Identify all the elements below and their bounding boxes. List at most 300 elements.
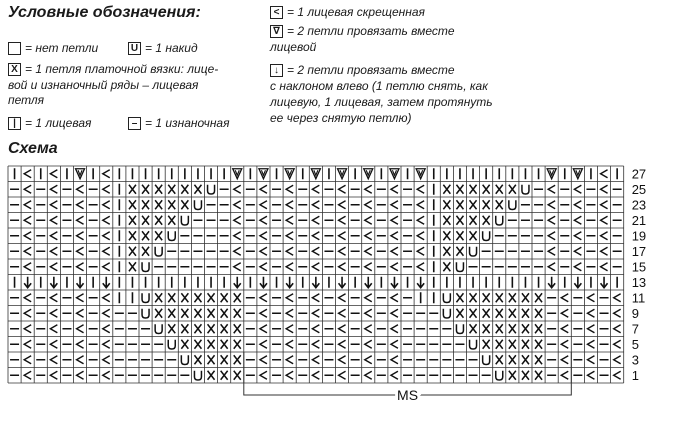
legend-title: Условные обозначения: xyxy=(8,4,201,21)
garter-stitch xyxy=(443,216,450,225)
k2tog-stitch xyxy=(311,169,320,179)
garter-stitch xyxy=(535,293,542,302)
row-number: 9 xyxy=(631,305,639,321)
yarnover-stitch xyxy=(181,216,188,225)
twisted-knit-stitch xyxy=(24,294,31,302)
twisted-knit-stitch xyxy=(574,232,581,240)
twisted-knit-stitch xyxy=(260,309,267,317)
twisted-knit-stitch xyxy=(312,232,319,240)
twisted-knit-stitch xyxy=(260,216,267,224)
twisted-knit-stitch xyxy=(601,201,608,209)
garter-stitch xyxy=(522,293,529,302)
k2tog-stitch xyxy=(390,169,399,179)
twisted-knit-stitch xyxy=(234,216,241,224)
garter-stitch xyxy=(221,371,228,380)
garter-stitch xyxy=(129,231,136,240)
twisted-knit-stitch xyxy=(417,216,424,224)
yarnover-stitch xyxy=(522,185,529,194)
garter-stitch xyxy=(483,324,490,333)
garter-stitch xyxy=(509,185,516,194)
garter-stitch xyxy=(168,216,175,225)
twisted-knit-stitch xyxy=(614,340,621,348)
twisted-knit-stitch xyxy=(77,340,84,348)
garter-stitch xyxy=(456,247,463,256)
twisted-knit-stitch xyxy=(574,247,581,255)
twisted-knit-stitch xyxy=(312,201,319,209)
twisted-knit-stitch xyxy=(339,216,346,224)
twisted-knit-stitch xyxy=(601,247,608,255)
twisted-knit-stitch xyxy=(103,170,110,178)
garter-stitch xyxy=(456,293,463,302)
garter-stitch xyxy=(470,293,477,302)
garter-stitch xyxy=(443,200,450,209)
twisted-knit-stitch xyxy=(260,263,267,271)
garter-stitch xyxy=(181,340,188,349)
yarnover-stitch xyxy=(470,340,477,349)
twisted-knit-stitch xyxy=(339,340,346,348)
legend-purl-text: = 1 изнаночная xyxy=(145,116,230,130)
twisted-knit-stitch xyxy=(24,247,31,255)
yarnover-stitch xyxy=(483,231,490,240)
yarnover-stitch xyxy=(509,200,516,209)
twisted-knit-stitch xyxy=(260,325,267,333)
twisted-knit-stitch xyxy=(614,356,621,364)
row-number: 21 xyxy=(631,212,647,228)
garter-stitch xyxy=(470,324,477,333)
twisted-knit-stitch xyxy=(103,232,110,240)
twisted-knit-stitch xyxy=(77,356,84,364)
twisted-knit-stitch xyxy=(24,170,31,178)
legend-garter-line3: петля xyxy=(8,93,45,107)
twisted-knit-stitch xyxy=(312,356,319,364)
twisted-knit-stitch xyxy=(339,247,346,255)
twisted-knit-stitch xyxy=(614,294,621,302)
twisted-knit-stitch xyxy=(50,263,57,271)
twisted-knit-stitch xyxy=(574,201,581,209)
garter-stitch xyxy=(456,185,463,194)
yarnover-stitch xyxy=(142,293,149,302)
garter-stitch xyxy=(221,309,228,318)
garter-stitch xyxy=(221,324,228,333)
garter-stitch xyxy=(522,371,529,380)
twisted-knit-stitch xyxy=(312,309,319,317)
garter-stitch xyxy=(496,293,503,302)
garter-stitch xyxy=(509,371,516,380)
twisted-knit-stitch xyxy=(312,216,319,224)
yarnover-stitch xyxy=(168,340,175,349)
row-number: 3 xyxy=(631,352,639,368)
twisted-knit-stitch xyxy=(286,247,293,255)
garter-stitch xyxy=(234,371,241,380)
garter-stitch xyxy=(129,200,136,209)
garter-stitch xyxy=(470,231,477,240)
purl-symbol: – xyxy=(128,117,141,130)
garter-stitch xyxy=(535,355,542,364)
repeat-label: MS xyxy=(397,387,419,403)
k2tog-stitch xyxy=(233,169,242,179)
twisted-knit-stitch xyxy=(339,356,346,364)
garter-stitch xyxy=(142,200,149,209)
row-number: 5 xyxy=(631,336,639,352)
twisted-knit-stitch xyxy=(548,201,555,209)
twisted-knit-stitch xyxy=(365,309,372,317)
yarnover-stitch xyxy=(443,293,450,302)
twisted-knit-stitch xyxy=(260,294,267,302)
garter-stitch xyxy=(194,293,201,302)
garter-stitch xyxy=(456,231,463,240)
garter-stitch xyxy=(221,355,228,364)
twisted-knit-stitch xyxy=(339,325,346,333)
k2tog-stitch xyxy=(76,169,85,179)
garter-stitch xyxy=(234,324,241,333)
twisted-knit-stitch xyxy=(548,247,555,255)
twisted-knit-stitch xyxy=(312,185,319,193)
row-number: 19 xyxy=(631,228,647,244)
twisted-knit-stitch xyxy=(286,201,293,209)
garter-stitch xyxy=(155,216,162,225)
twisted-knit-stitch xyxy=(548,232,555,240)
twisted-knit-stitch xyxy=(24,216,31,224)
twisted-knit-stitch xyxy=(417,247,424,255)
yarnover-stitch xyxy=(496,371,503,380)
twisted-knit-stitch xyxy=(234,185,241,193)
twisted-knit-stitch xyxy=(365,201,372,209)
garter-stitch xyxy=(443,262,450,271)
garter-stitch xyxy=(168,200,175,209)
twisted-knit-stitch xyxy=(561,340,568,348)
twisted-knit-stitch xyxy=(548,216,555,224)
twisted-knit-stitch xyxy=(391,263,398,271)
garter-stitch xyxy=(221,293,228,302)
garter-stitch xyxy=(535,340,542,349)
twisted-knit-stitch xyxy=(601,170,608,178)
twisted-knit-stitch xyxy=(587,294,594,302)
twisted-knit-stitch xyxy=(391,356,398,364)
legend-k2tog-line2: лицевой xyxy=(270,40,317,54)
row-number: 13 xyxy=(631,274,647,290)
yarnover-stitch xyxy=(168,231,175,240)
twisted-knit-stitch xyxy=(561,309,568,317)
twisted-knit-stitch xyxy=(24,185,31,193)
twisted-knit-stitch xyxy=(286,294,293,302)
garter-stitch xyxy=(129,247,136,256)
yarnover-stitch xyxy=(194,200,201,209)
twisted-knit-stitch xyxy=(417,201,424,209)
garter-stitch xyxy=(496,324,503,333)
twisted-knit-stitch xyxy=(601,232,608,240)
garter-stitch xyxy=(522,309,529,318)
garter-stitch xyxy=(443,247,450,256)
twisted-knit-stitch xyxy=(24,232,31,240)
yarnover-stitch xyxy=(496,216,503,225)
garter-stitch xyxy=(443,185,450,194)
row-number: 1 xyxy=(631,367,639,383)
twisted-knit-stitch xyxy=(312,340,319,348)
garter-stitch xyxy=(208,309,215,318)
twisted-knit-stitch xyxy=(286,356,293,364)
garter-stitch xyxy=(155,309,162,318)
garter-stitch xyxy=(522,355,529,364)
garter-stitch xyxy=(483,185,490,194)
twisted-knit-stitch xyxy=(50,371,57,379)
garter-stitch xyxy=(522,340,529,349)
twisted-knit-stitch xyxy=(50,340,57,348)
twisted-knit-stitch xyxy=(24,309,31,317)
twisted-knit-stitch xyxy=(260,247,267,255)
twisted-knit-stitch xyxy=(391,185,398,193)
k2tog-stitch xyxy=(338,169,347,179)
twisted-knit-stitch xyxy=(24,356,31,364)
twisted-knit-stitch xyxy=(574,263,581,271)
twisted-knit-stitch xyxy=(548,263,555,271)
twisted-knit-stitch xyxy=(391,232,398,240)
garter-stitch xyxy=(535,371,542,380)
twisted-knit-stitch xyxy=(50,216,57,224)
garter-stitch xyxy=(234,340,241,349)
twisted-knit-stitch xyxy=(103,185,110,193)
twisted-knit-stitch xyxy=(587,309,594,317)
twisted-knit-stitch xyxy=(587,325,594,333)
garter-stitch xyxy=(168,293,175,302)
twisted-knit-stitch xyxy=(286,232,293,240)
twisted-knit-stitch xyxy=(365,371,372,379)
twisted-knit-stitch xyxy=(391,340,398,348)
garter-stitch xyxy=(155,293,162,302)
garter-stitch xyxy=(483,200,490,209)
row-number: 11 xyxy=(631,290,646,306)
garter-stitch xyxy=(194,185,201,194)
garter-stitch xyxy=(483,293,490,302)
garter-stitch xyxy=(168,185,175,194)
garter-stitch xyxy=(483,340,490,349)
garter-stitch xyxy=(142,231,149,240)
twisted-knit-stitch xyxy=(561,294,568,302)
twisted-knit-stitch xyxy=(365,356,372,364)
garter-symbol: X xyxy=(8,63,21,76)
yarnover-stitch xyxy=(470,247,477,256)
twisted-knit-stitch xyxy=(339,309,346,317)
twisted-knit-stitch xyxy=(391,309,398,317)
twisted-knit-stitch xyxy=(339,201,346,209)
twisted-knit-stitch xyxy=(339,232,346,240)
garter-stitch xyxy=(483,309,490,318)
garter-stitch xyxy=(168,324,175,333)
twisted-knit-stitch xyxy=(260,232,267,240)
twisted-knit-stitch xyxy=(365,185,372,193)
twisted-knit-stitch xyxy=(391,247,398,255)
twisted-knit-stitch xyxy=(312,294,319,302)
twisted-knit-stitch xyxy=(339,263,346,271)
garter-stitch xyxy=(181,324,188,333)
knit-symbol: | xyxy=(8,117,21,130)
twisted-knit-stitch xyxy=(50,356,57,364)
twisted-knit-stitch xyxy=(286,340,293,348)
twisted-knit-stitch xyxy=(286,216,293,224)
garter-stitch xyxy=(208,324,215,333)
twisted-knit-stitch xyxy=(561,371,568,379)
yarnover-stitch xyxy=(483,355,490,364)
garter-stitch xyxy=(194,340,201,349)
garter-stitch xyxy=(142,247,149,256)
garter-stitch xyxy=(509,340,516,349)
twisted-knit-stitch xyxy=(286,185,293,193)
row-number: 17 xyxy=(631,243,647,259)
garter-stitch xyxy=(181,185,188,194)
twisted-knit-stitch xyxy=(24,201,31,209)
twisted-knit-stitch xyxy=(312,371,319,379)
twisted-knit-stitch xyxy=(561,356,568,364)
twisted-knit-stitch xyxy=(574,216,581,224)
twisted-knit-stitch xyxy=(260,201,267,209)
twisted-knit-stitch xyxy=(365,325,372,333)
garter-stitch xyxy=(181,200,188,209)
garter-stitch xyxy=(129,262,136,271)
garter-stitch xyxy=(208,293,215,302)
garter-stitch xyxy=(208,340,215,349)
twisted-knit-stitch xyxy=(614,309,621,317)
garter-stitch xyxy=(194,355,201,364)
k2tog-symbol: ∇ xyxy=(270,25,283,38)
garter-stitch xyxy=(496,185,503,194)
k2tog-stitch xyxy=(547,169,556,179)
garter-stitch xyxy=(234,355,241,364)
row-number: 23 xyxy=(631,197,647,213)
garter-stitch xyxy=(535,309,542,318)
yarnover-stitch xyxy=(456,324,463,333)
k2tog-stitch xyxy=(416,169,425,179)
twisted-knit-stitch xyxy=(601,216,608,224)
twisted-knit-stitch xyxy=(103,309,110,317)
garter-stitch xyxy=(470,216,477,225)
twisted-knit-stitch xyxy=(234,232,241,240)
garter-stitch xyxy=(221,340,228,349)
twisted-knit-stitch xyxy=(260,371,267,379)
twisted-knit-stitch xyxy=(103,340,110,348)
twisted-knit-stitch xyxy=(103,216,110,224)
twisted-knit-stitch xyxy=(103,263,110,271)
twisted-knit-stitch xyxy=(50,325,57,333)
twisted-knit-stitch xyxy=(286,263,293,271)
garter-stitch xyxy=(470,309,477,318)
yarnover-stitch xyxy=(443,309,450,318)
legend-k2tog-line1: = 2 петли провязать вместе xyxy=(287,24,455,38)
twisted-knit-stitch xyxy=(77,247,84,255)
k2tog-stitch xyxy=(573,169,582,179)
twisted-knit-stitch xyxy=(77,371,84,379)
legend-garter-line2: вой и изнаночный ряды – лицевая xyxy=(8,78,199,92)
legend-empty-text: = нет петли xyxy=(25,41,99,55)
garter-stitch xyxy=(496,200,503,209)
twisted-knit-stitch xyxy=(24,325,31,333)
twisted-knit-stitch xyxy=(24,371,31,379)
garter-stitch xyxy=(142,185,149,194)
twisted-knit-stitch xyxy=(77,216,84,224)
row-number: 7 xyxy=(631,321,639,337)
yarnover-stitch xyxy=(194,371,201,380)
garter-stitch xyxy=(181,309,188,318)
twisted-knit-stitch xyxy=(561,325,568,333)
garter-stitch xyxy=(496,309,503,318)
twisted-knit-stitch xyxy=(365,263,372,271)
twisted-knit-stitch xyxy=(587,340,594,348)
twisted-knit-stitch xyxy=(234,201,241,209)
garter-stitch xyxy=(470,185,477,194)
garter-stitch xyxy=(509,293,516,302)
twisted-knit-stitch xyxy=(614,325,621,333)
garter-stitch xyxy=(234,293,241,302)
garter-stitch xyxy=(194,309,201,318)
garter-stitch xyxy=(129,185,136,194)
twisted-knit-stitch xyxy=(574,185,581,193)
twisted-knit-stitch xyxy=(601,185,608,193)
ssk-symbol: ↓ xyxy=(270,64,283,77)
garter-stitch xyxy=(208,371,215,380)
twisted-knit-stitch xyxy=(601,263,608,271)
garter-stitch xyxy=(496,340,503,349)
twisted-knit-stitch xyxy=(417,263,424,271)
twisted-knit-stitch xyxy=(391,371,398,379)
legend-garter-line1: = 1 петля платочной вязки: лице- xyxy=(25,62,219,76)
twisted-knit-stitch xyxy=(260,340,267,348)
twisted-knit-stitch xyxy=(548,185,555,193)
twisted-knit-stitch xyxy=(77,185,84,193)
garter-stitch xyxy=(456,216,463,225)
garter-stitch xyxy=(509,309,516,318)
yarnover-stitch xyxy=(181,355,188,364)
legend-ssk-line1: = 2 петли провязать вместе xyxy=(287,63,455,77)
garter-stitch xyxy=(509,355,516,364)
twisted-knit-stitch xyxy=(24,340,31,348)
twisted-knit-stitch xyxy=(77,325,84,333)
twisted-knit-stitch xyxy=(587,371,594,379)
twisted-knit-stitch xyxy=(365,232,372,240)
garter-stitch xyxy=(496,355,503,364)
k2tog-stitch xyxy=(259,169,268,179)
garter-stitch xyxy=(181,293,188,302)
row-number: 25 xyxy=(631,181,647,197)
legend-knit-text: = 1 лицевая xyxy=(25,116,92,130)
garter-stitch xyxy=(208,355,215,364)
twisted-knit-stitch xyxy=(365,247,372,255)
twisted-knit-stitch xyxy=(286,309,293,317)
k2tog-stitch xyxy=(364,169,373,179)
legend-ssk-line2: с наклоном влево (1 петлю снять, как xyxy=(270,79,488,93)
yarnover-stitch xyxy=(142,309,149,318)
twisted-knit-stitch xyxy=(391,216,398,224)
twisted-knit-stitch xyxy=(260,356,267,364)
garter-stitch xyxy=(522,324,529,333)
twisted-knit-stitch xyxy=(103,294,110,302)
garter-stitch xyxy=(155,231,162,240)
garter-stitch xyxy=(535,324,542,333)
garter-stitch xyxy=(470,200,477,209)
garter-stitch xyxy=(194,324,201,333)
garter-stitch xyxy=(168,309,175,318)
yarnover-stitch xyxy=(155,247,162,256)
legend-ssk-line3: лицевую, 1 лицевая, затем протянуть xyxy=(270,95,493,109)
twisted-knit-stitch xyxy=(260,185,267,193)
garter-stitch xyxy=(142,216,149,225)
twisted-knit-stitch xyxy=(312,263,319,271)
garter-stitch xyxy=(155,185,162,194)
garter-stitch xyxy=(129,216,136,225)
garter-stitch xyxy=(443,231,450,240)
twisted-knit-stitch xyxy=(50,247,57,255)
twisted-knit-stitch xyxy=(391,201,398,209)
twisted-knit-stitch xyxy=(50,309,57,317)
twisted-knit-stitch xyxy=(103,201,110,209)
twisted-knit-stitch xyxy=(77,309,84,317)
